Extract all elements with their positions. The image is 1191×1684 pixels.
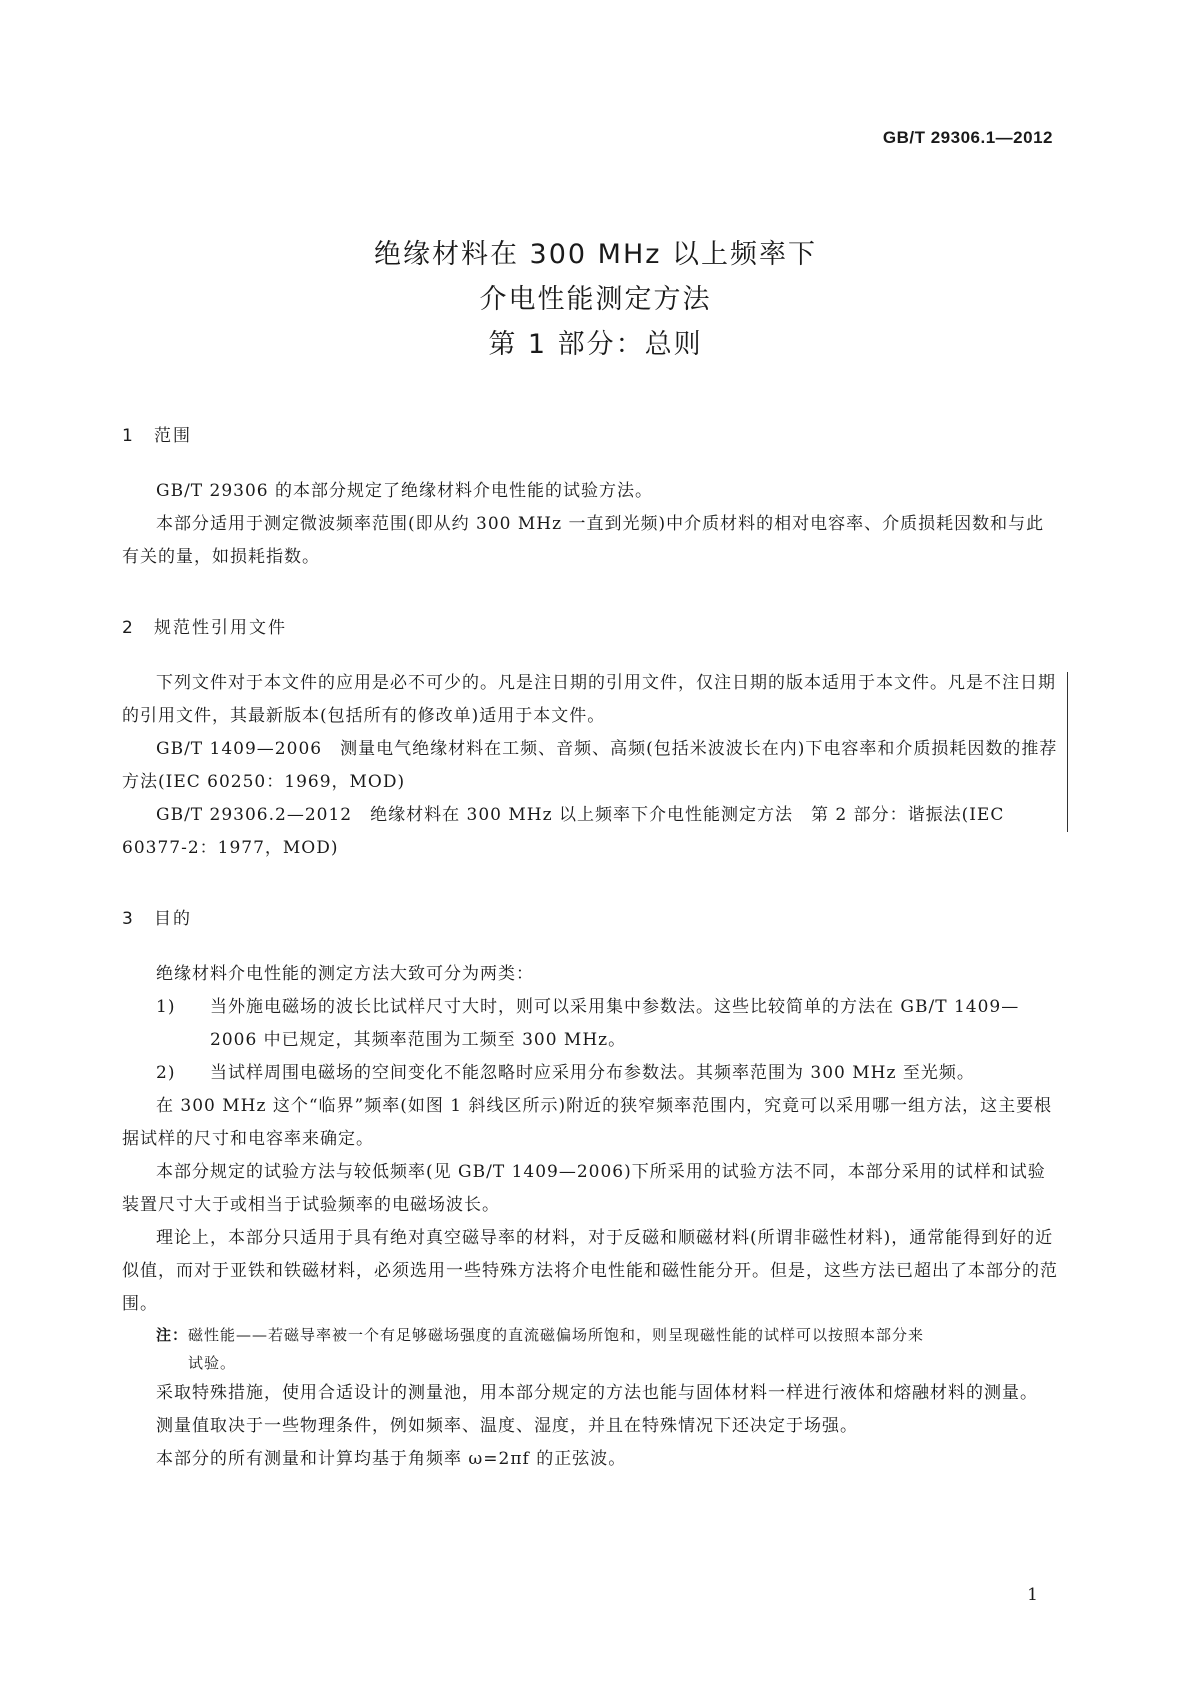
note-label: 注： bbox=[156, 1326, 189, 1344]
standard-number: GB/T 29306.1—2012 bbox=[882, 128, 1053, 147]
reference-entry: GB/T 29306.2—2012 绝缘材料在 300 MHz 以上频率下介电性能测定方法 第 2 部分：谐振法(IEC 60377-2：1977，MOD) bbox=[122, 805, 1005, 858]
note-text-continued: 试验。 bbox=[188, 1354, 237, 1372]
list-item bbox=[122, 1057, 1060, 1090]
section-number: 1 bbox=[122, 426, 135, 446]
paragraph: 本部分的所有测量和计算均基于角频率 ω=2πf 的正弦波。 bbox=[156, 1449, 627, 1469]
paragraph: 理论上，本部分只适用于具有绝对真空磁导率的材料，对于反磁和顺磁材料(所谓非磁性材料)，通常能得到好的近似值，而对于亚铁和铁磁材料，必须选用一些特殊方法将介电性能和磁性能分开。但是，这些方法已超出了本部分的范围。 bbox=[122, 1228, 1058, 1314]
note-text: 磁性能——若磁导率被一个有足够磁场强度的直流磁偏场所饱和，则呈现磁性能的试样可以按照本部分来 bbox=[188, 1326, 925, 1344]
paragraph: GB/T 29306 的本部分规定了绝缘材料介电性能的试验方法。 bbox=[156, 481, 654, 501]
document-body bbox=[122, 420, 1060, 1476]
section-heading-scope bbox=[122, 420, 1060, 453]
paragraph: 采取特殊措施，使用合适设计的测量池，用本部分规定的方法也能与固体材料一样进行液体和熔融材料的测量。 bbox=[156, 1383, 1038, 1403]
change-bar bbox=[1067, 672, 1068, 832]
title-line-1: 绝缘材料在 300 MHz 以上频率下 bbox=[373, 239, 818, 270]
section-title: 范围 bbox=[154, 426, 192, 446]
section-title: 目的 bbox=[154, 909, 192, 929]
title-line-2: 介电性能测定方法 bbox=[479, 284, 712, 315]
list-item-text: 当试样周围电磁场的空间变化不能忽略时应采用分布参数法。其频率范围为 300 MHz 至光频。 bbox=[210, 1063, 975, 1083]
paragraph: 绝缘材料介电性能的测定方法大致可分为两类： bbox=[156, 964, 534, 984]
paragraph: 下列文件对于本文件的应用是必不可少的。凡是注日期的引用文件，仅注日期的版本适用于本文件。凡是不注日期的引用文件，其最新版本(包括所有的修改单)适用于本文件。 bbox=[122, 673, 1056, 726]
paragraph: 在 300 MHz 这个“临界”频率(如图 1 斜线区所示)附近的狭窄频率范围内，究竟可以采用哪一组方法，这主要根据试样的尺寸和电容率来确定。 bbox=[122, 1096, 1053, 1149]
paragraph: 本部分适用于测定微波频率范围(即从约 300 MHz 一直到光频)中介质材料的相对电容率、介质损耗因数和与此有关的量，如损耗指数。 bbox=[122, 514, 1045, 567]
section-number: 3 bbox=[122, 909, 135, 929]
list-item-text: 当外施电磁场的波长比试样尺寸大时，则可以采用集中参数法。这些比较简单的方法在 GB/T 1409—2006 中已规定，其频率范围为工频至 300 MHz。 bbox=[210, 997, 1020, 1050]
list-marker: 2) bbox=[156, 1063, 176, 1083]
list-marker: 1) bbox=[156, 997, 176, 1017]
reference-entry: GB/T 1409—2006 测量电气绝缘材料在工频、音频、高频(包括米波波长在内)下电容率和介质损耗因数的推荐方法(IEC 60250：1969，MOD) bbox=[122, 739, 1058, 792]
list-item bbox=[122, 991, 1060, 1057]
title-line-3: 第 1 部分：总则 bbox=[488, 329, 703, 360]
page-number: 1 bbox=[1027, 1585, 1038, 1605]
document-title bbox=[0, 232, 1191, 367]
section-heading-purpose bbox=[122, 903, 1060, 936]
paragraph: 本部分规定的试验方法与较低频率(见 GB/T 1409—2006)下所采用的试验方法不同，本部分采用的试样和试验装置尺寸大于或相当于试验频率的电磁场波长。 bbox=[122, 1162, 1046, 1215]
section-heading-normative-references bbox=[122, 612, 1060, 645]
note bbox=[122, 1321, 1060, 1377]
paragraph: 测量值取决于一些物理条件，例如频率、温度、湿度，并且在特殊情况下还决定于场强。 bbox=[156, 1416, 858, 1436]
section-title: 规范性引用文件 bbox=[154, 618, 287, 638]
section-number: 2 bbox=[122, 618, 135, 638]
